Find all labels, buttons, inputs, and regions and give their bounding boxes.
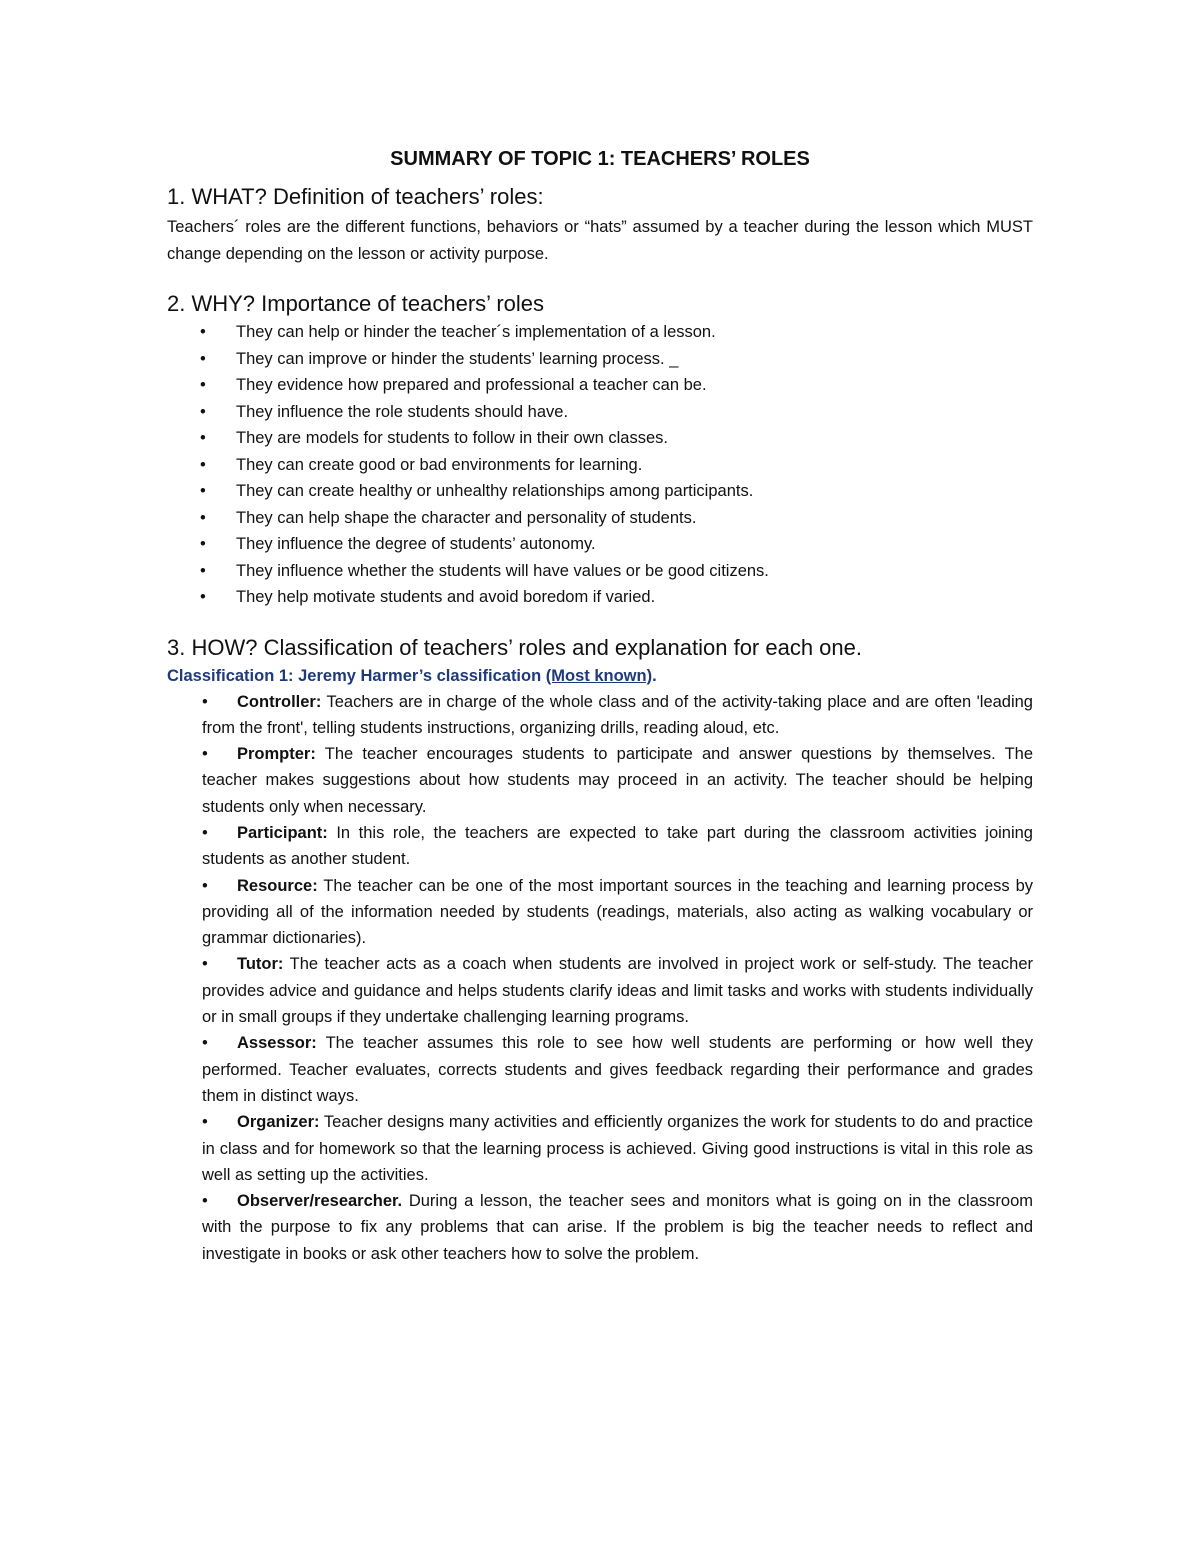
bullet-icon: • [200, 482, 206, 500]
list-item: • They can create healthy or unhealthy relationships among participants. [167, 478, 1033, 505]
bullet-icon: • [202, 823, 208, 842]
list-item: • They are models for students to follow in their own classes. [167, 425, 1033, 452]
document-page [167, 142, 1033, 1267]
role-organizer: • Organizer: Teacher designs many activities and efficiently organizes the work for students to do and practice in class and for homework so that the learning process is achieved. Giving good instructions is vital in this role as well as setting up the activities. [167, 1109, 1033, 1188]
bullet-icon: • [202, 1034, 208, 1053]
role-participant: • Participant: In this role, the teachers are expected to take part during the classroom activities joining students as another student. [167, 820, 1033, 873]
bullet-icon: • [200, 508, 206, 527]
role-controller: • Controller: Teachers are in charge of the whole class and of the activity-taking place and are often 'leading from the front', telling students instructions, organizing drills, reading aloud, etc. [167, 689, 1033, 742]
role-name: Resource: [237, 876, 318, 895]
list-item: • They can improve or hinder the students’ learning process. _ [167, 346, 1033, 373]
list-item: • They evidence how prepared and professional a teacher can be. [167, 372, 1033, 399]
role-name: Assessor: [237, 1034, 317, 1053]
role-resource: • Resource: The teacher can be one of the most important sources in the teaching and learning process by providing all of the information needed by students (readings, materials, also acting as walking vocabulary or grammar dictionaries). [167, 873, 1033, 952]
bullet-icon: • [202, 692, 208, 711]
bullet-icon: • [200, 376, 206, 394]
role-name: Observer/researcher. [237, 1192, 403, 1211]
list-item: • They influence whether the students will have values or be good citizens. [167, 558, 1033, 585]
bullet-icon: • [200, 349, 206, 368]
bullet-icon: • [200, 588, 206, 606]
role-name: Controller: [237, 692, 322, 711]
bullet-icon: • [200, 429, 206, 447]
role-prompter: • Prompter: The teacher encourages students to participate and answer questions by themselves. The teacher makes suggestions about how students may proceed in an activity. The teacher should be helping students only when necessary. [167, 741, 1033, 820]
section-what-heading: 1. WHAT? Definition of teachers’ roles: [167, 184, 544, 209]
list-item: • They help motivate students and avoid boredom if varied. [167, 584, 1033, 611]
bullet-icon: • [200, 455, 206, 474]
document-title: SUMMARY OF TOPIC 1: TEACHERS’ ROLES [390, 148, 810, 170]
bullet-icon: • [202, 955, 208, 974]
section-how-heading: 3. HOW? Classification of teachers’ roles and explanation for each one. [167, 634, 862, 660]
role-name: Prompter: [237, 745, 316, 764]
bullet-icon: • [202, 745, 208, 764]
list-item: • They can create good or bad environments for learning. [167, 452, 1033, 479]
role-name: Tutor: [237, 955, 284, 974]
bullet-icon: • [200, 402, 206, 421]
bullet-icon: • [200, 323, 206, 341]
section-why-heading: 2. WHY? Importance of teachers’ roles [167, 291, 545, 316]
bullet-icon: • [202, 1192, 208, 1211]
role-name: Participant: [237, 823, 328, 842]
bullet-icon: • [200, 561, 206, 580]
list-item: • They influence the degree of students’ autonomy. [167, 531, 1033, 558]
list-item: • They can help or hinder the teacher´s implementation of a lesson. [167, 319, 1033, 346]
bullet-icon: • [200, 535, 206, 553]
role-name: Organizer: [237, 1113, 320, 1132]
bullet-icon: • [202, 876, 208, 895]
most-known-label: (Most known) [545, 666, 653, 685]
bullet-icon: • [202, 1113, 208, 1132]
role-tutor: • Tutor: The teacher acts as a coach when students are involved in project work or self-study. The teacher provides advice and guidance and helps students clarify ideas and limit tasks and works with students individually or in small groups if they undertake challenging learning programs. [167, 951, 1033, 1030]
list-item: • They influence the role students should have. [167, 399, 1033, 426]
role-observer-researcher: • Observer/researcher. During a lesson, the teacher sees and monitors what is going on in the classroom with the purpose to fix any problems that can arise. If the problem is big the teacher needs to reflect and investigate in books or ask other teachers how to solve the problem. [167, 1188, 1033, 1267]
role-assessor: • Assessor: The teacher assumes this role to see how well students are performing or how well they performed. Teacher evaluates, corrects students and gives feedback regarding their performance and grades them in distinct ways. [167, 1030, 1033, 1109]
importance-list [167, 319, 1033, 611]
classification-title: Classification 1: Jeremy Harmer’s classification (Most known). [167, 666, 657, 685]
definition-paragraph: Teachers´ roles are the different functions, behaviors or “hats” assumed by a teacher during the lesson which MUST change depending on the lesson or activity purpose. [167, 218, 1033, 263]
list-item: • They can help shape the character and personality of students. [167, 505, 1033, 532]
